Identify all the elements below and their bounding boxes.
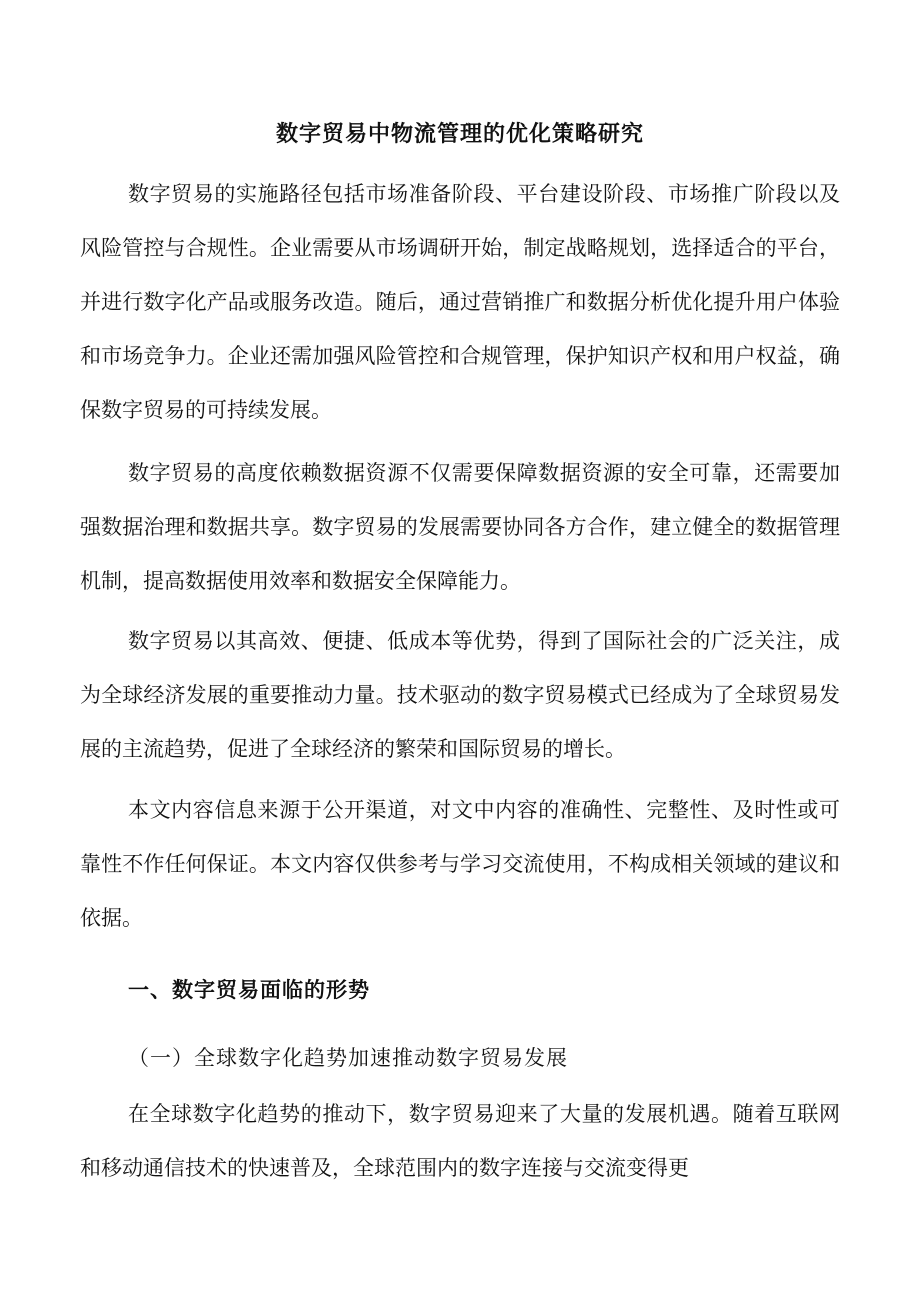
- sub-heading: （一）全球数字化趋势加速推动数字贸易发展: [128, 1046, 568, 1070]
- document-title: 数字贸易中物流管理的优化策略研究: [275, 121, 644, 147]
- section-paragraph: 在全球数字化趋势的推动下，数字贸易迎来了大量的发展机遇。随着互联网和移动通信技术的快速普及，全球范围内的数字连接与交流变得更: [80, 1102, 840, 1180]
- body-paragraph: 数字贸易的高度依赖数据资源不仅需要保障数据资源的安全可靠，还需要加强数据治理和数据共享。数字贸易的发展需要协同各方合作，建立健全的数据管理机制，提高数据使用效率和数据安全保障能力。: [80, 461, 840, 593]
- section-heading: 一、数字贸易面临的形势: [128, 977, 370, 1002]
- body-paragraph: 数字贸易的实施路径包括市场准备阶段、平台建设阶段、市场推广阶段以及风险管控与合规性。企业需要从市场调研开始，制定战略规划，选择适合的平台，并进行数字化产品或服务改造。随后，通过营销推广和数据分析优化提升用户体验和市场竞争力。企业还需加强风险管控和合规管理，保护知识产权和用户权益，确保数字贸易的可持续发展。: [80, 182, 840, 422]
- disclaimer-paragraph: 本文内容信息来源于公开渠道，对文中内容的准确性、完整性、及时性或可靠性不作任何保证。本文内容仅供参考与学习交流使用，不构成相关领域的建议和依据。: [80, 798, 840, 930]
- body-paragraph: 数字贸易以其高效、便捷、低成本等优势，得到了国际社会的广泛关注，成为全球经济发展的重要推动力量。技术驱动的数字贸易模式已经成为了全球贸易发展的主流趋势，促进了全球经济的繁荣和国际贸易的增长。: [80, 629, 840, 761]
